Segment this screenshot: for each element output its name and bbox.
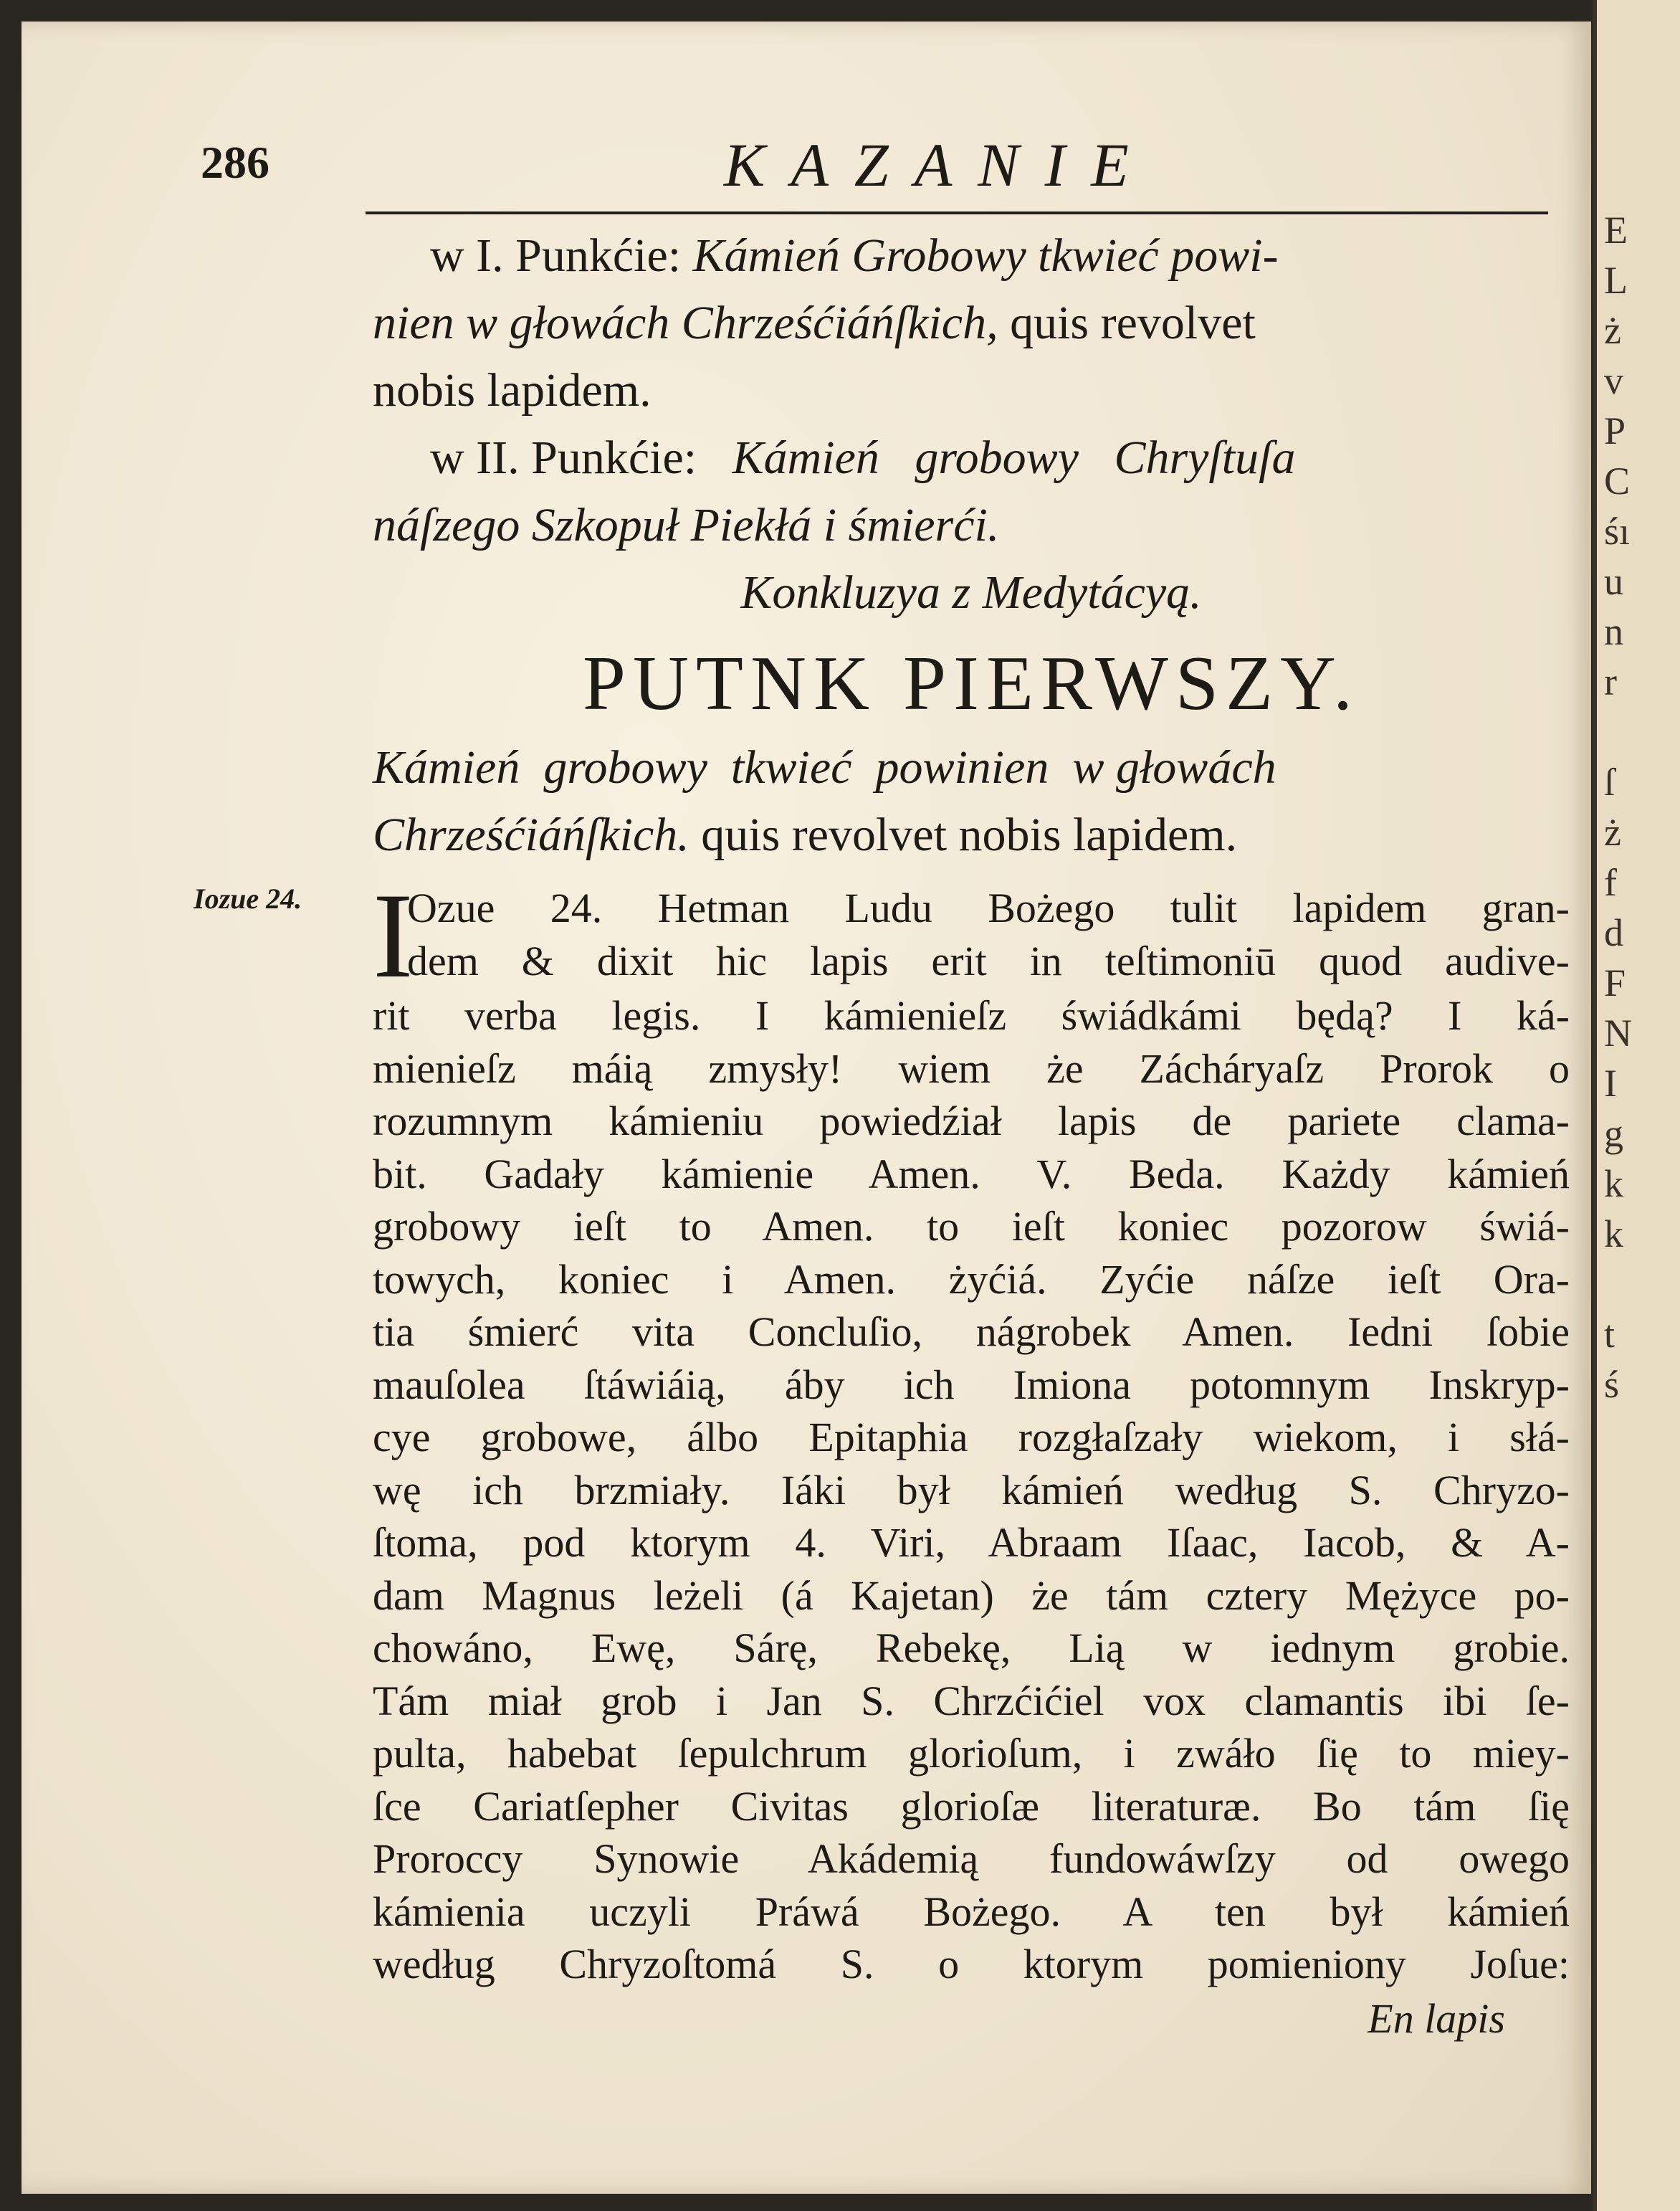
body-line: bit. Gadały kámienie Amen. V. Beda. Każdy kámień [373,1150,1570,1197]
body-line: mauſolea ſtáwiáią, áby ich Imiona potomnym Inskryp- [373,1361,1570,1408]
next-page-fragment: L [1604,259,1628,302]
page-number: 286 [201,137,269,188]
next-page-fragment: P [1604,409,1626,452]
next-page-fragment: F [1604,961,1626,1004]
body-line: ſce Cariatſepher Civitas glorioſæ literaturæ. Bo tám ſię [373,1782,1570,1830]
subheading-line: Kámień grobowy tkwieć powinien w głowách [373,741,1276,794]
next-page-fragment: u [1604,560,1623,603]
catchword: En lapis [1368,1994,1505,2042]
body-line: dam Magnus leżeli (á Kajetan) że tám cztery Mężyce po- [373,1572,1570,1619]
body-line: Tám miał grob i Jan S. Chrzćićiel vox clamantis ibi ſe- [373,1677,1570,1724]
summary-line: w II. Punkćie: Kámień grobowy Chryſtuſa [430,432,1296,484]
body-line: dem & dixit hic lapis erit in teſtimoniū quod audive- [407,937,1570,984]
body-line: tia śmierć vita Concluſio, nágrobek Amen. Iedni ſobie [373,1308,1570,1355]
body-line: towych, koniec i Amen. żyćiá. Zyćie náſze ieſt Ora- [373,1255,1570,1303]
body-line: cye grobowe, álbo Epitaphia rozgłaſzały wiekom, i słá- [373,1414,1570,1460]
next-page-fragment: t [1604,1313,1615,1356]
next-page-fragment: ż [1604,811,1621,854]
body-line: wę ich brzmiały. Iáki był kámień według S. Chryzo- [373,1466,1570,1513]
next-page-fragment: C [1604,460,1631,503]
next-page-fragment: k [1604,1212,1623,1255]
opening-paragraph [373,868,1570,1003]
next-page-fragment: d [1604,911,1623,954]
body-line: rit verba legis. I kámienieſz świádkámi będą? I ká- [373,992,1570,1039]
summary-line: w I. Punkćie: Kámień Grobowy tkwieć powi- [430,229,1279,282]
body-line: ſtoma, pod ktorym 4. Viri, Abraam Iſaac, Iacob, & A- [373,1519,1570,1566]
adjacent-page-edge [1593,0,1680,2211]
body-text [373,868,1570,2047]
next-page-fragment: k [1604,1162,1623,1205]
body-line: kámienia uczyli Práwá Bożego. A ten był kámień [373,1888,1570,1935]
next-page-fragment: v [1604,359,1623,402]
text-block [373,222,1570,2047]
body-line: pulta, habebat ſepulchrum glorioſum, i zwáło ſię to miey- [373,1730,1570,1777]
running-head: KAZANIE [724,130,1155,199]
summary-line: nobis lapidem. [373,364,652,417]
next-page-fragment: N [1604,1012,1632,1055]
summary-line: nien w głowách Chrześćiáńſkich, quis revolvet [373,297,1256,349]
drop-cap: I [373,868,414,1003]
body-line: Proroccy Synowie Akádemią fundowáwſzy od owego [373,1835,1570,1882]
next-page-fragment: E [1604,209,1628,252]
next-page-fragment: I [1604,1062,1617,1105]
next-page-fragment: ſ [1604,761,1615,804]
body-line: mienieſz máią zmysły! wiem że Zácháryaſz Prorok o [373,1045,1570,1092]
next-page-fragment: ż [1604,309,1621,352]
next-page-fragment: g [1604,1112,1623,1155]
body-line: według Chryzoſtomá S. o ktorym pomieniony Joſue: [373,1941,1570,1987]
subheading-line: Chrześćiáńſkich. quis revolvet nobis lapidem. [373,809,1238,861]
subheading [373,734,1570,869]
section-heading: PUTNK PIERWSZY. [582,641,1360,726]
next-page-fragment: r [1604,660,1617,703]
summary [373,222,1570,627]
margin-note: Iozue 24. [194,883,302,915]
body-line: Ozue 24. Hetman Ludu Bożego tulit lapidem gran- [407,885,1570,931]
next-page-fragment: ś [1604,1363,1620,1406]
next-page-fragment: śı [1604,510,1631,553]
body-line: grobowy ieſt to Amen. to ieſt koniec pozorow świá- [373,1203,1570,1250]
summary-line: Konkluzya z Medytácyą. [740,566,1202,619]
book-page [22,22,1591,2194]
next-page-fragment: f [1604,861,1617,904]
body-line: rozumnym kámieniu powiedźiał lapis de pariete clama- [373,1098,1570,1144]
summary-line: náſzego Szkopuł Piekłá i śmierći. [373,499,1000,551]
next-page-fragment: n [1604,610,1623,653]
header-rule [366,211,1548,214]
first-lines [407,882,1570,987]
body-line: chowáno, Ewę, Sárę, Rebekę, Lią w iednym grobie. [373,1625,1570,1671]
